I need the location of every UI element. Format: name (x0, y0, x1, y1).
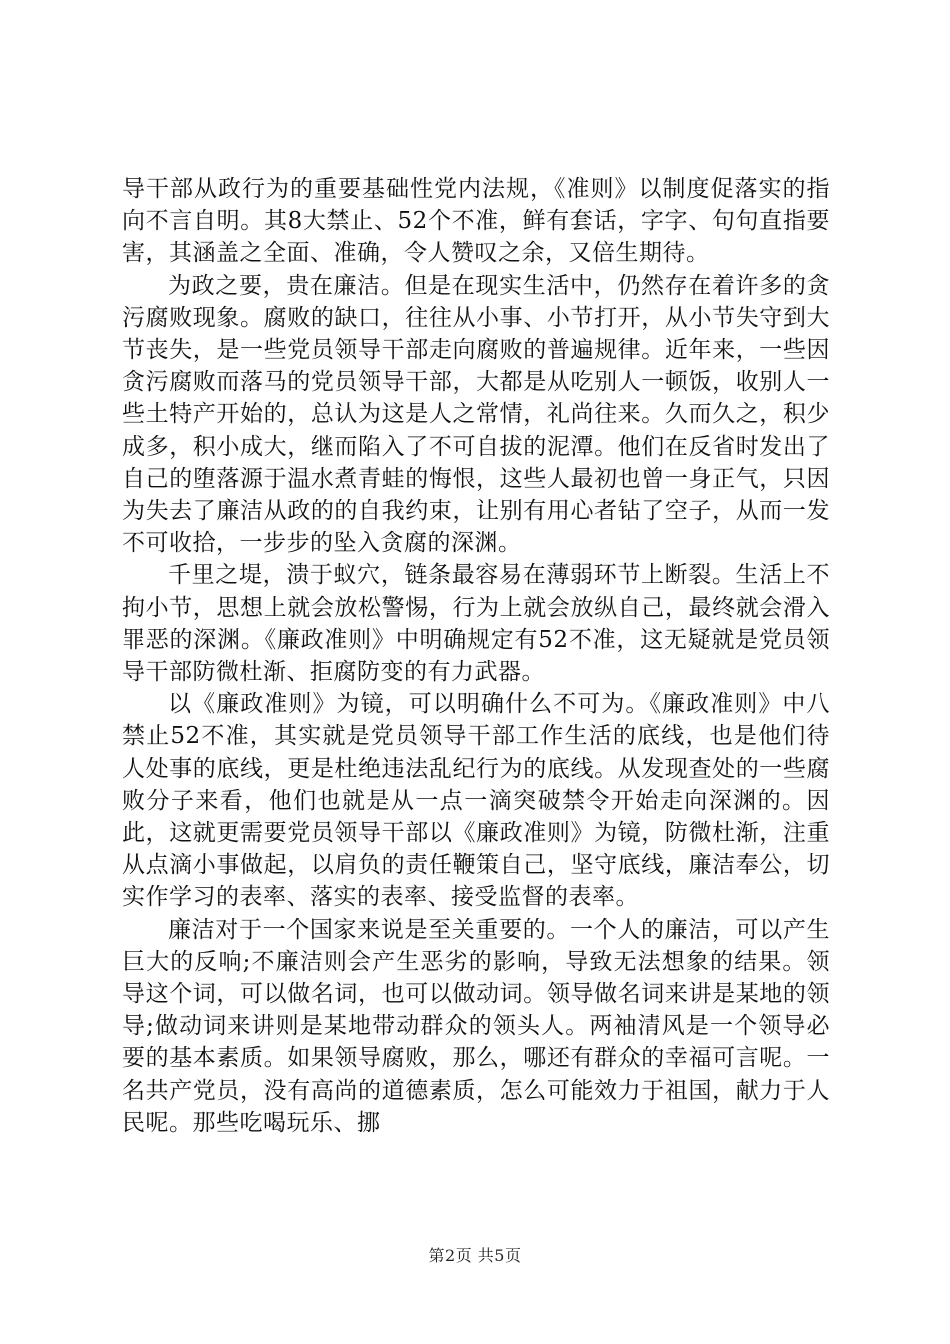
paragraph-1: 导干部从政行为的重要基础性党内法规，《准则》以制度促落实的指向不言自明。其8大禁止、52个不准，鲜有套话，字字、句句直指要害，其涵盖之全面、准确，令人赞叹之余，又倍生期待。 (122, 176, 830, 267)
paragraph-2: 为政之要，贵在廉洁。但是在现实生活中，仍然存在着许多的贪污腐败现象。腐败的缺口，往往从小事、小节打开，从小节失守到大节丧失，是一些党员领导干部走向腐败的普遍规律。近年来，一些因贪污腐败而落马的党员领导干部，大都是从吃别人一顿饭，收别人一些土特产开始的，总认为这是人之常情，礼尚往来。久而久之，积少成多，积小成大，继而陷入了不可自拔的泥潭。他们在反省时发出了自己的堕落源于温水煮青蛙的悔恨，这些人最初也曾一身正气，只因为失去了廉洁从政的的自我约束，让别有用心者钻了空子，从而一发不可收拾，一步步的坠入贪腐的深渊。 (122, 272, 830, 557)
paragraph-3: 千里之堤，溃于蚁穴，链条最容易在薄弱环节上断裂。生活上不拘小节，思想上就会放松警惕，行为上就会放纵自己，最终就会滑入罪恶的深渊。《廉政准则》中明确规定有52不准，这无疑就是党员领导干部防微杜渐、拒腐防变的有力武器。 (122, 562, 830, 686)
page-number-footer: 第2页 共5页 (428, 1246, 522, 1265)
paragraph-4: 以《廉政准则》为镜，可以明确什么不可为。《廉政准则》中八禁止52不准，其实就是党员领导干部工作生活的底线，也是他们待人处事的底线，更是杜绝违法乱纪行为的底线。从发现查处的一些腐败分子来看，他们也就是从一点一滴突破禁令开始走向深渊的。因此，这就更需要党员领导干部以《廉政准则》为镜，防微杜渐，注重从点滴小事做起，以肩负的责任鞭策自己，坚守底线，廉洁奉公，切实作学习的表率、落实的表率、接受监督的表率。 (122, 691, 830, 911)
paragraph-5: 廉洁对于一个国家来说是至关重要的。一个人的廉洁，可以产生巨大的反响;不廉洁则会产生恶劣的影响，导致无法想象的结果。领导这个词，可以做名词，也可以做动词。领导做名词来讲是某地的领导;做动词来讲则是某地带动群众的领头人。两袖清风是一个领导必要的基本素质。如果领导腐败，那么，哪还有群众的幸福可言呢。一名共产党员，没有高尚的道德素质，怎么可能效力于祖国，献力于人民呢。那些吃喝玩乐、挪 (122, 916, 830, 1136)
document-body (122, 173, 830, 1139)
